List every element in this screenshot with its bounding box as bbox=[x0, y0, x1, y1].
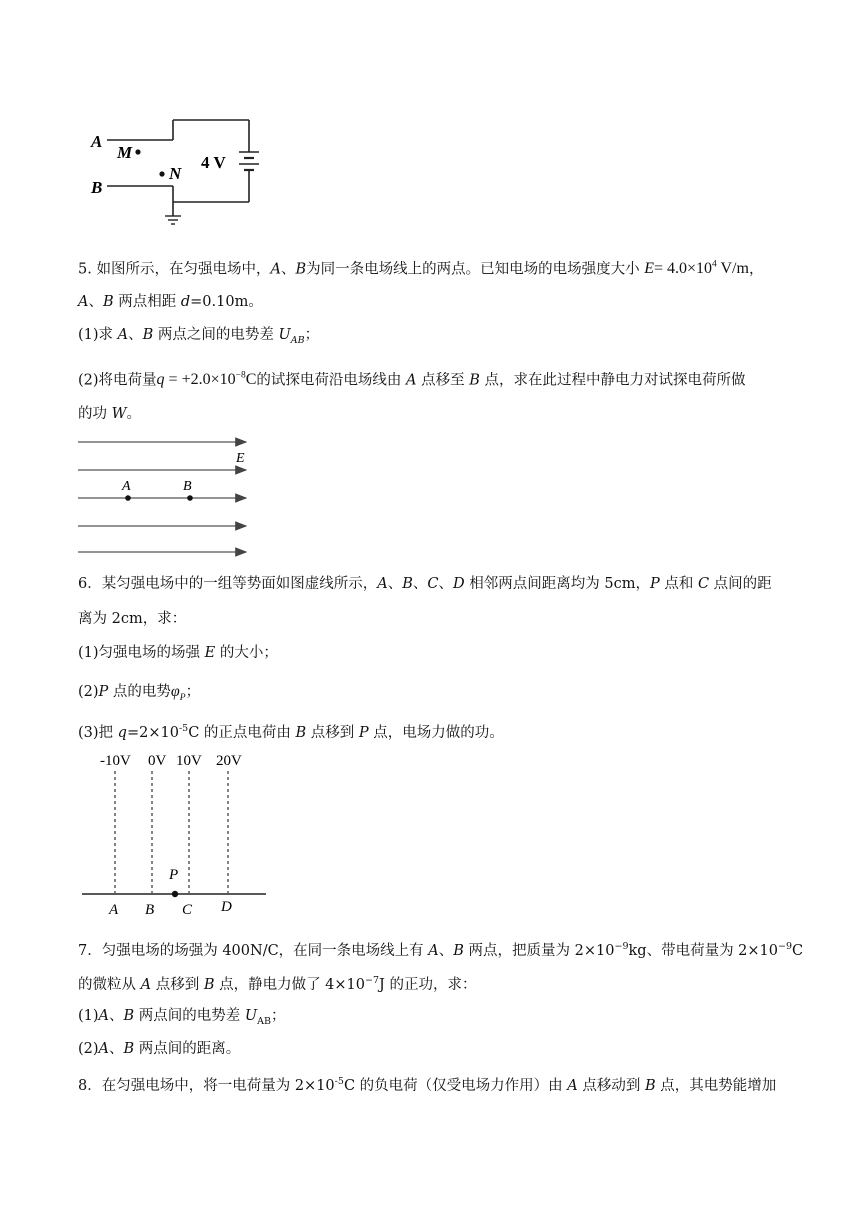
var-a: A bbox=[98, 1008, 110, 1024]
var-a: A bbox=[270, 261, 281, 278]
var-u: U bbox=[278, 327, 291, 343]
point-label-c: C bbox=[182, 902, 193, 918]
text: 5. 如图所示，在匀强电场中， bbox=[78, 261, 271, 278]
q6-line2 bbox=[78, 609, 186, 629]
text: 的功 bbox=[78, 406, 112, 422]
var-q: q bbox=[117, 724, 127, 741]
var-a: A bbox=[78, 294, 89, 310]
text: 两点，把质量为 2×10 bbox=[463, 942, 615, 959]
text: 、 bbox=[280, 261, 296, 278]
text: 点和 bbox=[659, 576, 698, 592]
var-b: B bbox=[402, 576, 413, 592]
text: 、 bbox=[387, 576, 403, 592]
text: 。 bbox=[126, 406, 142, 422]
var-q: q bbox=[156, 371, 165, 389]
var-u: U bbox=[244, 1008, 258, 1024]
potential-label-1: -10V bbox=[100, 753, 131, 769]
text: 点，静电力做了 4×10 bbox=[214, 976, 366, 993]
text: 点，其电势能增加 bbox=[655, 1077, 777, 1094]
text: 7．匀强电场的场强为 400N/C，在同一条电场线上有 bbox=[78, 942, 429, 959]
text: 的微粒从 bbox=[78, 976, 141, 993]
text: (2)将电荷量 bbox=[78, 372, 157, 389]
q5-sub2 bbox=[78, 366, 745, 390]
text: 点，电场力做的功。 bbox=[368, 724, 504, 741]
var-a: A bbox=[406, 372, 417, 389]
text: 两点相距 bbox=[113, 294, 181, 310]
unit: V/m bbox=[716, 260, 749, 278]
q7-line1 bbox=[78, 937, 803, 961]
exponent: -5 bbox=[178, 723, 189, 734]
var-p: P bbox=[649, 576, 660, 592]
text: 两点之间的电势差 bbox=[153, 327, 279, 343]
circuit-label-a: A bbox=[91, 132, 103, 151]
q7-sub1 bbox=[78, 1006, 285, 1032]
text: C bbox=[792, 942, 804, 959]
text: ； bbox=[270, 1008, 286, 1024]
field-label-b: B bbox=[183, 479, 192, 494]
text: kg、带电荷量为 2×10 bbox=[628, 942, 779, 959]
exponent: 4 bbox=[712, 260, 717, 270]
point-label-a: A bbox=[109, 902, 119, 918]
q5-line2 bbox=[78, 292, 263, 312]
var-a: A bbox=[140, 976, 152, 993]
e-formula bbox=[644, 260, 749, 277]
text: 的试探电荷沿电场线由 bbox=[256, 372, 407, 389]
exponent: -5 bbox=[334, 1076, 344, 1087]
text: C 的负电荷（仅受电场力作用）由 bbox=[343, 1077, 568, 1094]
unit: C bbox=[245, 371, 257, 389]
var-p: P bbox=[98, 684, 109, 700]
q8-line1 bbox=[78, 1072, 776, 1096]
q7-sub2 bbox=[78, 1039, 240, 1059]
text: (1)求 bbox=[78, 327, 118, 343]
var-c: C bbox=[697, 576, 710, 592]
equipotential-figure bbox=[78, 745, 278, 920]
text: 点的电势 bbox=[108, 684, 171, 700]
potential-label-3: 10V bbox=[176, 753, 202, 769]
var-b: B bbox=[142, 327, 154, 343]
text: ； bbox=[185, 684, 201, 700]
exponent: −7 bbox=[365, 975, 380, 986]
var-phi: φ bbox=[170, 683, 180, 700]
circuit-figure bbox=[85, 112, 275, 232]
var-a: A bbox=[428, 942, 439, 959]
var-b: B bbox=[203, 976, 215, 993]
text: ， bbox=[748, 261, 764, 278]
var-a: A bbox=[567, 1077, 578, 1094]
text: (3)把 bbox=[78, 724, 118, 741]
var-b: B bbox=[123, 1008, 135, 1024]
text: 、 bbox=[412, 576, 428, 592]
text: 相邻两点间距离均为 5cm， bbox=[464, 576, 650, 592]
circuit-label-b: B bbox=[91, 178, 103, 197]
var-d: D bbox=[452, 576, 465, 592]
var-w: W bbox=[111, 406, 127, 422]
text: 点间的距 bbox=[709, 576, 772, 592]
q5-sub2-line2 bbox=[78, 404, 141, 424]
text: (2) bbox=[78, 1041, 99, 1057]
var-a: A bbox=[377, 576, 388, 592]
text: =2×10 bbox=[126, 724, 179, 741]
text: 、 bbox=[128, 327, 143, 343]
var-b: B bbox=[102, 294, 114, 310]
text: 、 bbox=[438, 576, 453, 592]
field-label-a: A bbox=[122, 479, 131, 494]
var-p: P bbox=[358, 724, 369, 741]
q6-sub2 bbox=[78, 682, 200, 708]
field-label-e: E bbox=[236, 451, 245, 466]
text: J 的正功，求： bbox=[379, 976, 477, 993]
exponent: −9 bbox=[614, 941, 629, 952]
q5-line1 bbox=[78, 255, 763, 279]
point-label-b: B bbox=[145, 902, 155, 918]
var-a: A bbox=[117, 327, 129, 343]
text: (2) bbox=[78, 684, 99, 700]
subscript: P bbox=[179, 693, 186, 704]
var-b: B bbox=[295, 261, 307, 278]
var-b: B bbox=[453, 942, 464, 959]
subscript: AB bbox=[290, 334, 305, 346]
text: 的大小； bbox=[215, 645, 278, 661]
circuit-voltage: 4 V bbox=[201, 153, 226, 172]
field-lines-figure bbox=[76, 432, 256, 560]
exponent: −9 bbox=[778, 941, 793, 952]
q6-sub3 bbox=[78, 719, 504, 743]
text: = +2.0×10 bbox=[164, 371, 236, 389]
text: C 的正点电荷由 bbox=[188, 724, 296, 741]
q-formula bbox=[157, 371, 257, 388]
potential-label-4: 20V bbox=[216, 753, 242, 769]
var-b: B bbox=[295, 724, 307, 741]
circuit-label-n: N bbox=[169, 164, 182, 183]
var-a: A bbox=[98, 1041, 110, 1057]
var-b: B bbox=[644, 1077, 656, 1094]
q6-line1 bbox=[78, 574, 772, 594]
q5-sub1 bbox=[78, 325, 319, 351]
subscript: AB bbox=[257, 1015, 271, 1027]
text: (1) bbox=[78, 1008, 99, 1024]
text: 两点间的电势差 bbox=[134, 1008, 245, 1024]
text: 点移到 bbox=[306, 724, 359, 741]
text: (1)匀强电场的场强 bbox=[78, 645, 205, 661]
text: 离为 2cm，求： bbox=[78, 611, 187, 627]
var-c: C bbox=[427, 576, 439, 592]
text: ； bbox=[304, 327, 320, 343]
text: 点移至 bbox=[416, 372, 470, 389]
text: 、 bbox=[88, 294, 103, 310]
text: =0.10m。 bbox=[190, 294, 263, 310]
text: 点移动到 bbox=[577, 1077, 645, 1094]
phi-symbol bbox=[170, 683, 186, 704]
var-e: E bbox=[204, 645, 216, 661]
circuit-label-m: M bbox=[117, 143, 133, 162]
text: = 4.0×10 bbox=[653, 260, 713, 278]
text: 点，求在此过程中静电力对试探电荷所做 bbox=[479, 372, 746, 389]
var-b: B bbox=[123, 1041, 135, 1057]
text: 、 bbox=[109, 1041, 124, 1057]
var-e: E bbox=[644, 260, 654, 278]
q6-sub1 bbox=[78, 643, 278, 663]
text: 、 bbox=[109, 1008, 124, 1024]
var-b: B bbox=[469, 372, 480, 389]
text: 、 bbox=[438, 942, 454, 959]
exponent: −8 bbox=[235, 371, 246, 381]
text: 为同一条电场线上的两点。已知电场的电场强度大小 bbox=[306, 261, 640, 278]
potential-label-2: 0V bbox=[148, 753, 167, 769]
point-label-p: P bbox=[169, 867, 179, 883]
text: 两点间的距离。 bbox=[134, 1041, 241, 1057]
var-d: d bbox=[180, 294, 191, 310]
text: 8．在匀强电场中，将一电荷量为 2×10 bbox=[78, 1077, 335, 1094]
text: 点移到 bbox=[151, 976, 204, 993]
point-label-d: D bbox=[221, 899, 232, 915]
text: 6．某匀强电场中的一组等势面如图虚线所示， bbox=[78, 576, 378, 592]
q7-line2 bbox=[78, 971, 476, 995]
